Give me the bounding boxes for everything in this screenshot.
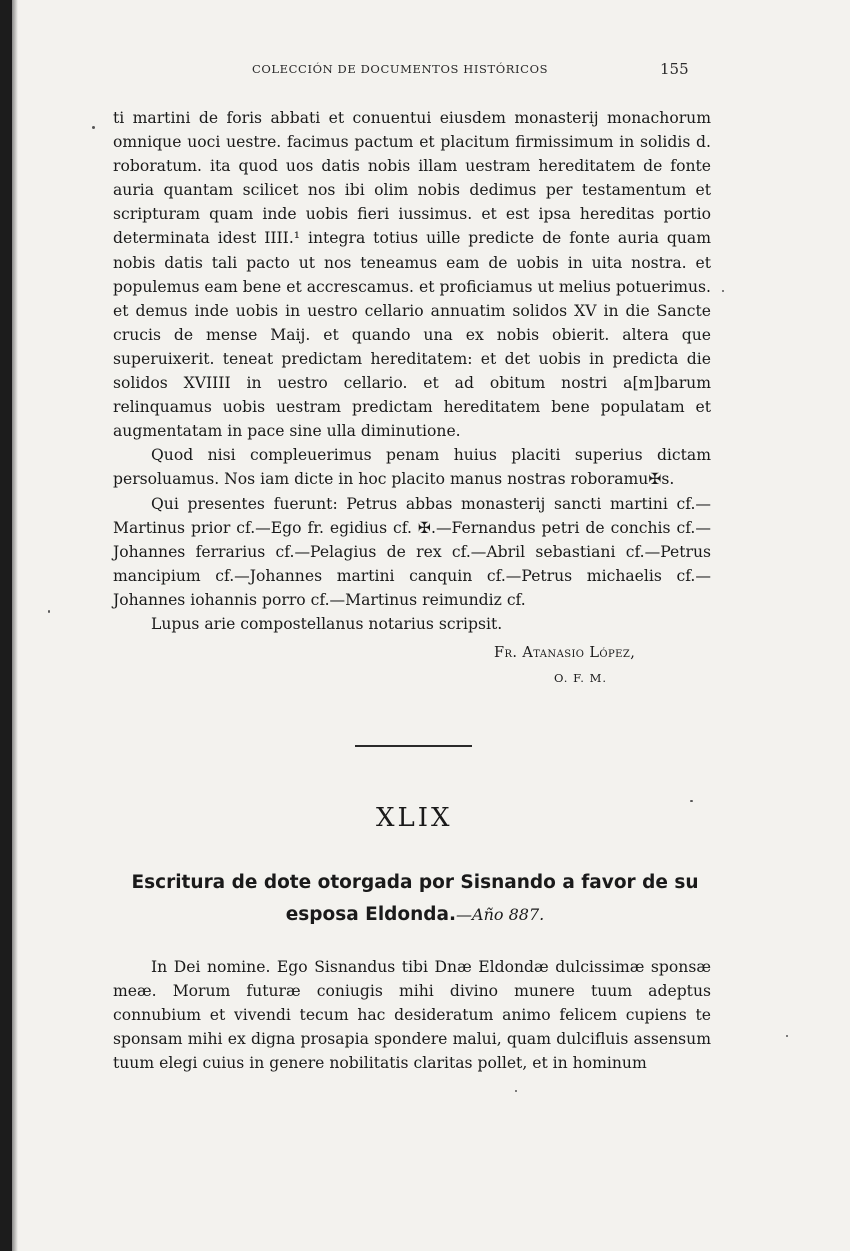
section-divider: [355, 745, 472, 747]
paper-speck: [722, 290, 724, 292]
paper-speck: [786, 1035, 788, 1037]
document-year: —Año 887.: [456, 905, 545, 924]
paragraph: Quod nisi compleuerimus penam huius placiti superius dictam persoluamus. Nos iam dicte in hoc placito manus nostras roboramu✠s.: [113, 446, 711, 489]
document-number: XLIX: [376, 803, 453, 833]
paragraph: In Dei nomine. Ego Sisnandus tibi Dnæ Eldondæ dulcissimæ sponsæ meæ. Morum futuræ coniugis mihi divino munere tuum adeptus connubium et vivendi tecum hac desideratum animo felicem cupiens te sponsam mihi ex digna prosapia spondere malui, quam dulcifluis assensum tuum elegi cuius in genere nobilitatis claritas pollet, et in hominum: [113, 958, 711, 1073]
paper-speck: [690, 800, 693, 802]
next-document-body: [113, 955, 711, 1075]
document-title: [110, 867, 720, 931]
previous-document-body: [113, 106, 711, 636]
signature-name: Fr. Atanasio López,: [494, 645, 636, 661]
document-title-text: Escritura de dote otorgada por Sisnando a favor de su esposa Eldonda.: [131, 872, 699, 925]
paper-speck: [515, 1090, 517, 1092]
page-number: 155: [660, 60, 689, 78]
paper-speck: [48, 610, 50, 613]
paragraph: ti martini de foris abbati et conuentui eiusdem monasterij monachorum omnique uoci uestre. facimus pactum et placitum firmissimum in solidis d. roboratum. ita quod uos datis nobis illam uestram hereditatem de fonte auria quantam scilicet nos ibi olim nobis dedimus per testamentum et scripturam quam inde uobis fieri iussimus. et est ipsa hereditas portio determinata idest IIII.¹ integra totius uille predicte de fonte auria quam nobis datis tali pacto ut nos teneamus eam de uobis in uita nostra. et populemus eam bene et accrescamus. et proficiamus ut melius potuerimus. et demus inde uobis in uestro cellario annuatim solidos XV in die Sancte crucis de mense Maij. et quando una ex nobis obierit. altera que superuixerit. teneat predictam hereditatem: et det uobis in predicta die solidos XVIIII in uestro cellario. et ad obitum nostri a[m]barum relinquamus uobis uestram predictam hereditatem bene populatam et augmentatam in pace sine ulla diminutione.: [113, 109, 711, 441]
paragraph: Lupus arie compostellanus notarius scripsit.: [151, 614, 503, 633]
gutter-shade: [12, 0, 18, 1251]
book-spine-shadow: [0, 0, 12, 1251]
running-head: COLECCIÓN DE DOCUMENTOS HISTÓRICOS: [252, 62, 549, 76]
signature-order: O. F. M.: [554, 671, 607, 685]
paper-speck: [92, 126, 95, 129]
paragraph: Qui presentes fuerunt: Petrus abbas monasterij sancti martini cf.—Martinus prior cf.—Ego fr. egidius cf. ✠.—Fernandus petri de conchis cf.—Johannes ferrarius cf.—Pelagius de rex cf.—Abril sebastiani cf.—Petrus mancipium cf.—Johannes martini canquin cf.—Petrus michaelis cf.—Johannes iohannis porro cf.—Martinus reimundiz cf.: [113, 494, 711, 609]
